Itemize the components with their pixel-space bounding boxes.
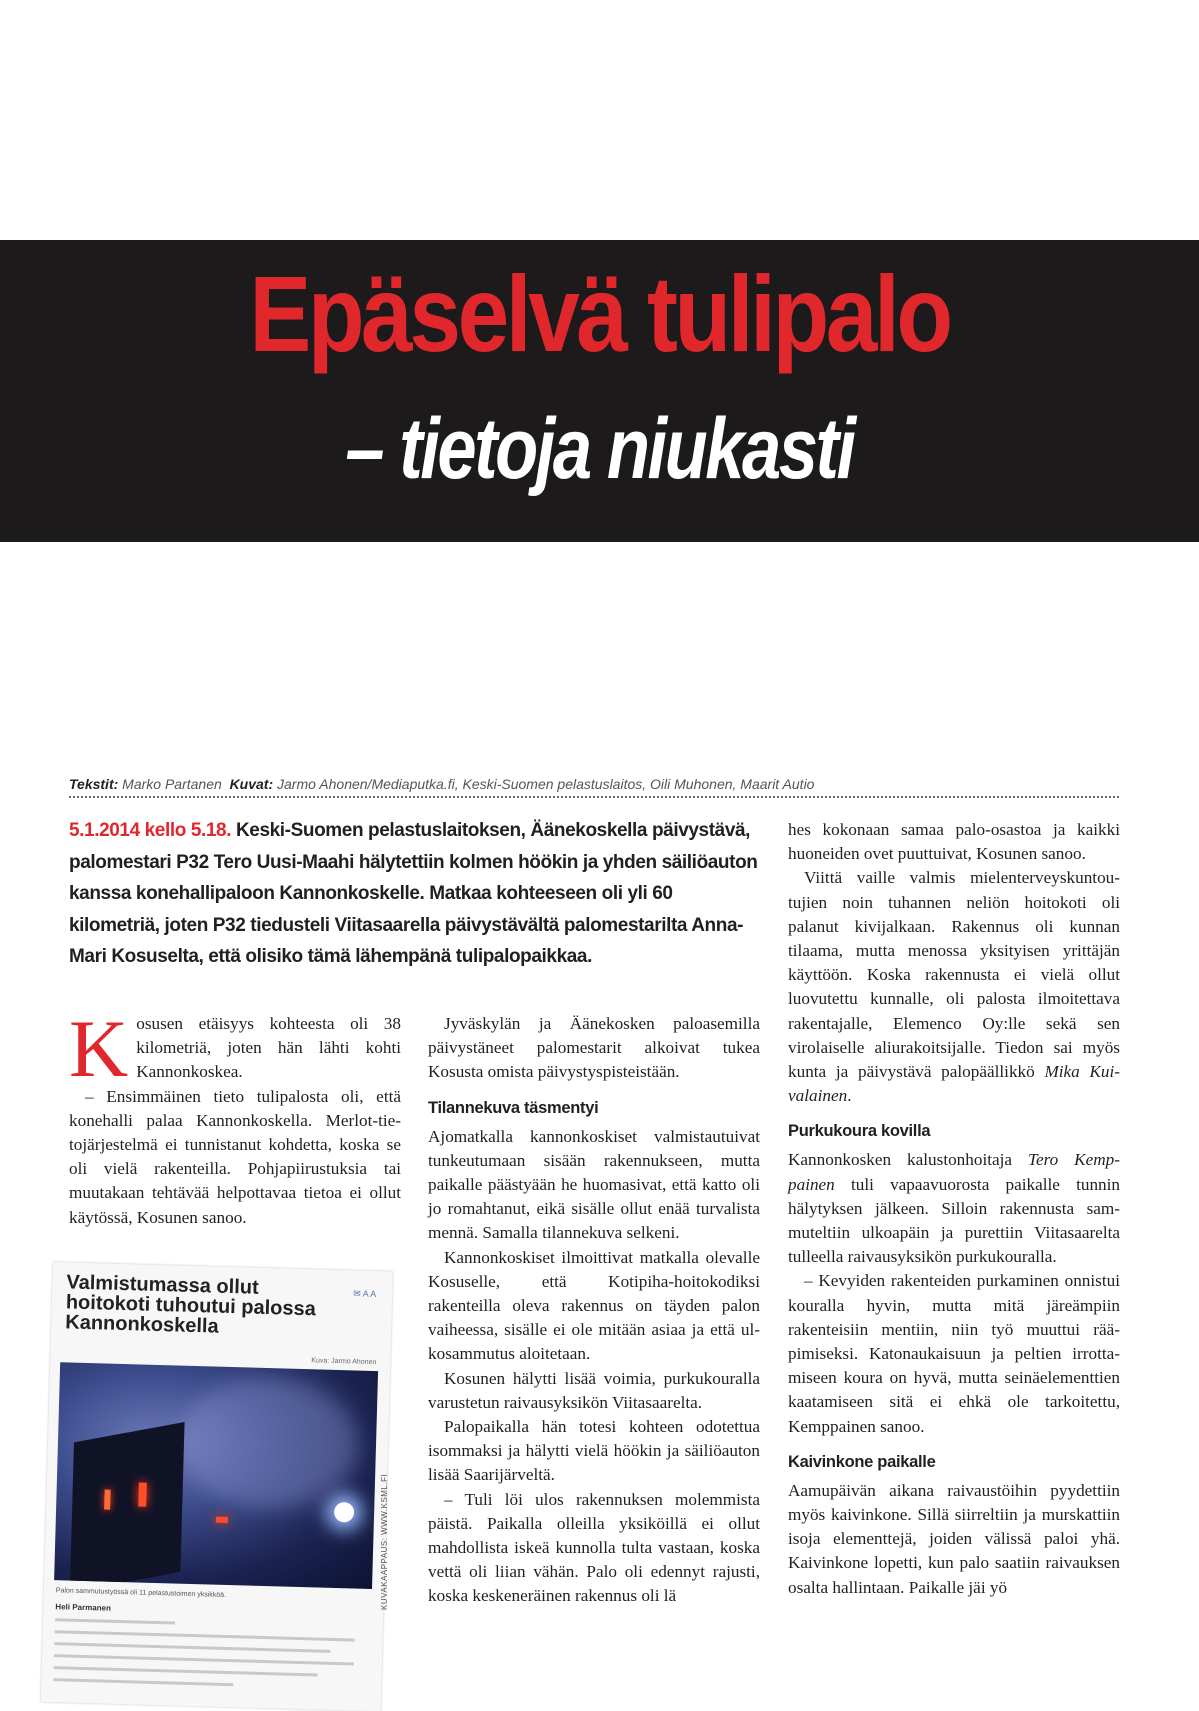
byline-text-label: Tekstit: xyxy=(69,776,119,792)
paragraph: Kosunen hälytti lisää voimia, purkukouralla varustetun raivausyksikön Viitasaarelta. xyxy=(428,1368,760,1412)
clipping-author: Heli Parmanen xyxy=(55,1602,112,1613)
building-silhouette xyxy=(70,1422,185,1589)
clipping-photo-credit: Kuva: Jarmo Ahonen xyxy=(311,1357,377,1367)
subheading: Purkukoura kovilla xyxy=(788,1122,931,1141)
byline-photo-label: Kuvat: xyxy=(229,776,274,792)
column-2 xyxy=(428,1012,760,1609)
lead-paragraph xyxy=(69,815,759,973)
news-clipping-image xyxy=(41,1262,393,1711)
paragraph: hes kokonaan samaa palo-osastoa ja kaikki huoneiden ovet puuttuivat, Kosunen sanoo. xyxy=(788,820,1120,864)
clipping-caption: Palon sammutustyössä oli 11 pelastustoimen yksikköä. xyxy=(55,1587,227,1599)
paragraph: Ajomatkalla kannonkoskiset valmistautuivat tunkeutumaan sisään rakennukseen, mutta paikalle päästyään he huomasivat, että katto oli jo romahtanut, eikä sisälle ollut enää turvalista mennä. Samalla tilannekuva selkeni. xyxy=(428,1126,760,1243)
clipping-tools-icon: ✉ A A xyxy=(353,1288,377,1300)
fire-glow xyxy=(138,1482,147,1506)
paragraph-text: . xyxy=(847,1086,852,1106)
paragraph xyxy=(788,866,1120,1108)
subheading: Kaivinkone paikalle xyxy=(788,1452,936,1471)
person-name: Mika Kuivalainen xyxy=(788,1062,1121,1106)
paragraph: Aamupäivän aikana raivaustöihin pyydettiin myös kaivinkone. Sillä siirreltiin ja murskattiin isoja elementtejä, joiden välissä paloi yhä. Kaivinkone lopetti, kun palo saatiin raivauksen osalta hallintaan. Paikalle jäi yö xyxy=(788,1480,1120,1597)
paragraph xyxy=(69,1003,401,1094)
paragraph: Jyväskylän ja Äänekosken paloasemilla päivystäneet palomestarit alkoivat tukea Kosusta omista päivystyspisteistään. xyxy=(428,1014,760,1082)
subheading: Tilannekuva täsmentyi xyxy=(428,1098,599,1117)
smoke-shape xyxy=(176,1376,360,1511)
paragraph: – Ensimmäinen tieto tulipalosta oli, että konehalli palaa Kannonkoskella. Merlot-tietojärjestelmä ei tunnistanut kohdetta, koska se oli vielä rakenteilla. Pohjapiirustuksia tai muutakaan tehtävää helpottavaa tietoa ei ollut käytössä, Kosunen sanoo. xyxy=(69,1086,401,1227)
title-banner xyxy=(0,240,1199,542)
article-subtitle: – tietoja niukasti xyxy=(345,401,854,497)
fire-photo xyxy=(54,1362,378,1589)
person-name: Tero Kemppainen xyxy=(788,1150,1121,1194)
paragraph-text: tuli vapaavuorosta paikalle tunnin hälytyksen jälkeen. Silloin rakennusta sammuteltiin ulkoapäin ja purettiin Viitasaarelta tulleella raivausyksikön purkukouralla. xyxy=(788,1174,1121,1267)
column-3 xyxy=(788,818,1120,1600)
drop-cap: K xyxy=(69,1003,129,1094)
paragraph xyxy=(788,1148,1120,1269)
screenshot-credit: KUVAKAAPPAUS: WWW.KSML.FI xyxy=(380,1473,389,1610)
column-1 xyxy=(69,1003,401,1230)
clipping-headline: Valmistumassa ollut hoitokoti tuhoutui palossa Kannonkoskella xyxy=(65,1271,317,1338)
paragraph: Palopaikalla hän totesi kohteen odotettua isommaksi ja hälytti vielä höökin ja säiliöauton lisää Saarijärveltä. xyxy=(428,1417,760,1485)
byline-text-author: Marko Partanen xyxy=(122,776,222,792)
paragraph-text: Kannonkosken kalustonhoitaja xyxy=(788,1150,1013,1170)
article-title: Epäselvä tulipalo xyxy=(249,253,950,374)
byline-photo-credits: Jarmo Ahonen/Mediaputka.fi, Keski-Suomen pelastuslaitos, Oili Muhonen, Maarit Autio xyxy=(277,776,815,792)
clipping-body-text-illegible xyxy=(53,1618,355,1698)
fire-glow xyxy=(216,1517,228,1523)
paragraph: – Kevyiden rakenteiden purkaminen onnistui kouralla hyvin, mutta mitä järeämpiin rakenteisiin mentiin, niin työ muuttui rääpimiseksi. Katonaukaisuun ja peltien irrottamiseen koura on hyvä, mutta seinäelementtien kaatamiseen sitä ei ehkä ole tarkoitettu, Kemppainen sanoo. xyxy=(788,1271,1120,1436)
paragraph-text: osusen etäisyys kohteesta oli 38 kilometriä, joten hän lähti kohti Kannonkoskea. xyxy=(136,1014,401,1082)
emergency-light xyxy=(334,1502,355,1523)
lead-text: Keski-Suomen pelastuslaitoksen, Äänekoskella päivystävä, palomestari P32 Tero Uusi-Maahi hälytettiin kolmen höökin ja yhden säiliöauton kanssa konehallipaloon Kannonkoskelle. Matkaa kohteeseen oli yli 60 kilometriä, joten P32 tiedusteli Viitasaarella päivystävältä palomestarilta Anna-Mari Kosuselta, että olisiko tämä lähempänä tulipalopaikkaa. xyxy=(69,820,758,967)
lead-date: 5.1.2014 kello 5.18. xyxy=(69,820,232,841)
byline xyxy=(69,776,1119,798)
fire-glow xyxy=(104,1490,111,1510)
paragraph-text: Viittä vaille valmis mielenterveyskuntoutujien noin tuhannen neliön hoitokoti oli palanut kivijalkaan. Rakennus oli kunnan tilaama, mutta menossa yksityisen yrittäjän käyttöön. Koska rakennusta ei vielä ollut luovutettu kunnalle, oli palosta ilmoitettava rakentajalle, Elemenco Oy:lle sekä sen virolaiselle aliurakoitsijalle. Tiedon sai myös kunta ja päivystävä palopäällikkö xyxy=(788,868,1120,1082)
paragraph: – Tuli löi ulos rakennuksen molemmista päistä. Paikalla olleilla yksiköillä ei ollut mahdollista iskeä kunnolla tulta vastaan, koska vettä oli liian vähän. Palo oli edennyt rajusti, koska keskeneräinen rakennus oli lä xyxy=(428,1489,760,1606)
paragraph: Kannonkoskiset ilmoittivat matkalla olevalle Kosuselle, että Kotipiha-hoitokodiksi rakenteilla oleva rakennus on täyden palon vaiheessa, sisälle ei ole mitään asiaa ja että ulkosammutus aloitetaan. xyxy=(428,1247,760,1364)
